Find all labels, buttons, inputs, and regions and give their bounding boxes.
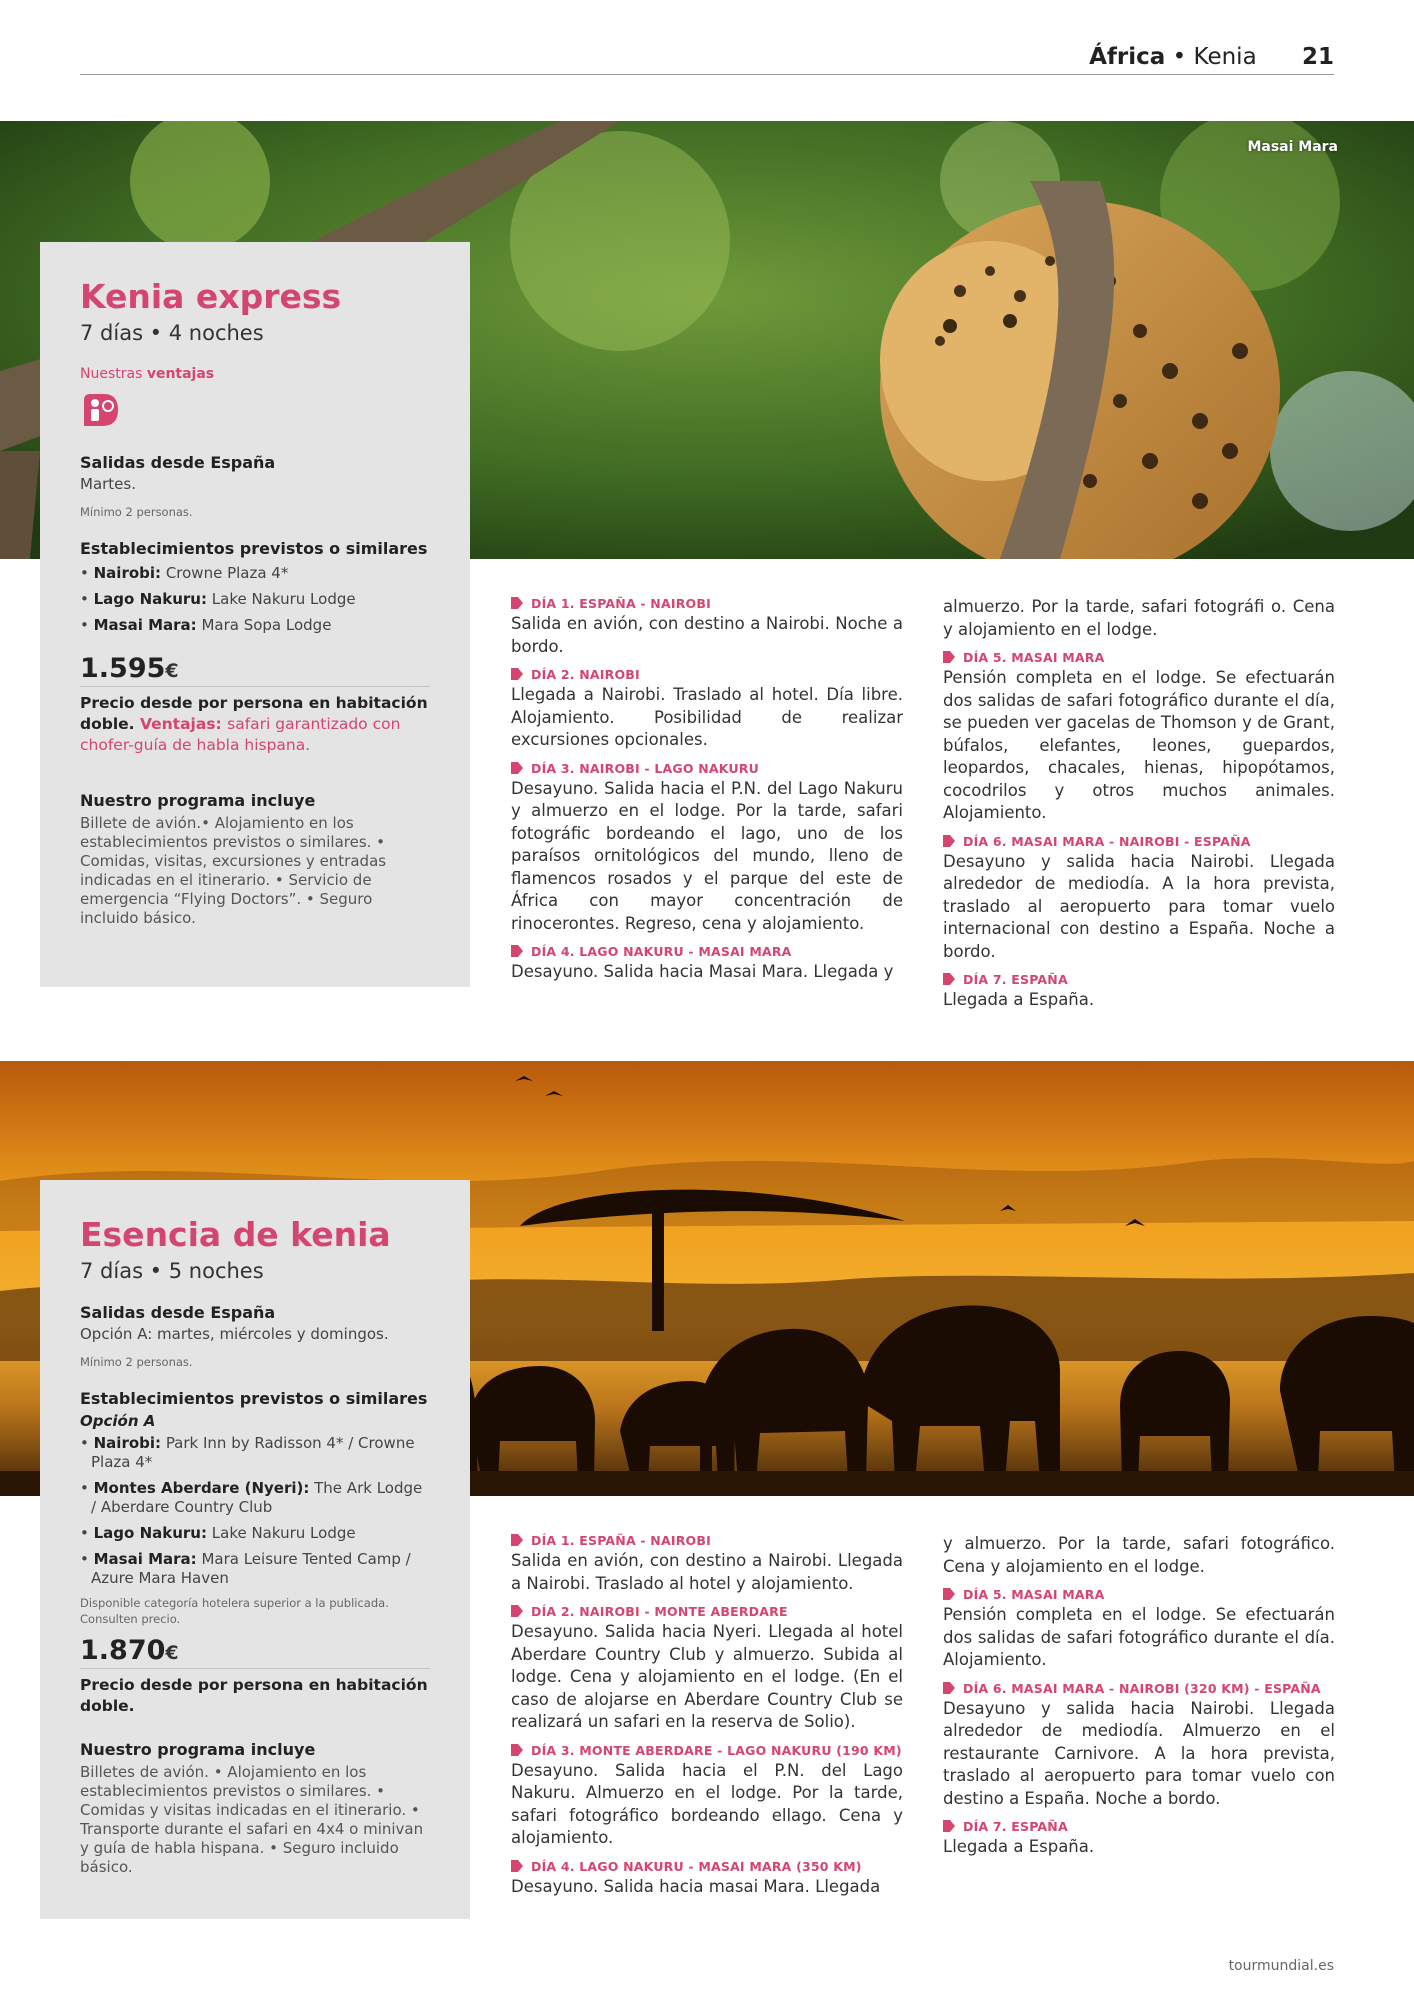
day-title: DÍA 5. MASAI MARA [963, 650, 1105, 665]
price-currency: € [165, 1642, 179, 1664]
price-value: 1.870 [80, 1635, 166, 1666]
pink-flag-icon [943, 835, 955, 847]
day-title: DÍA 1. ESPAÑA - NAIROBI [531, 596, 711, 611]
day-title: DÍA 7. ESPAÑA [963, 972, 1068, 987]
hotel-item: • Lago Nakuru: Lake Nakuru Lodge [80, 1524, 356, 1542]
hotel-item: • Montes Aberdare (Nyeri): The Ark Lodge / Aberdare Country Club [80, 1479, 423, 1516]
hotel-item: • Nairobi: Park Inn by Radisson 4* / Crowne Plaza 4* [80, 1434, 415, 1471]
includes-title: Nuestro programa incluye [80, 1740, 316, 1759]
trip-card-esencia-de-kenia [40, 1180, 470, 1919]
day-title: DÍA 2. NAIROBI [531, 667, 640, 682]
itinerary-day [511, 1603, 903, 1734]
pink-flag-icon [511, 1860, 523, 1872]
departures-text: Opción A: martes, miércoles y domingos. [80, 1325, 389, 1343]
hotel-list [80, 564, 430, 635]
day-title: DÍA 4. LAGO NAKURU - MASAI MARA [531, 944, 792, 959]
hotel-item: • Lago Nakuru: Lake Nakuru Lodge [80, 590, 356, 608]
pink-flag-icon [943, 1820, 955, 1832]
pink-flag-icon [943, 1588, 955, 1600]
day-text: Llegada a España. [943, 1837, 1095, 1856]
itinerary-day [511, 666, 903, 752]
trip-title: Esencia de kenia [80, 1215, 391, 1254]
includes-text: Billetes de avión. • Alojamiento en los establecimientos previstos o similares. • Comidas y visitas indicadas en el itinerario. • Transporte durante el safari en 4x4 o minivan y guía de habla hispana. • Seguro incluido básico. [80, 1763, 424, 1876]
day-text: Desayuno. Salida hacia Nyeri. Llegada al hotel Aberdare Country Club y almuerzo. Subida al lodge. Cena y alojamiento en el lodge. (En el caso de alojarse en Aberdare Country Club se realizará un safari en la reserva de Solio). [511, 1622, 903, 1731]
pink-flag-icon [511, 1605, 523, 1617]
itinerary-day [511, 1532, 903, 1595]
option-label: Opción A [80, 1412, 156, 1430]
day-text: Salida en avión, con destino a Nairobi. Noche a bordo. [511, 614, 903, 656]
day-title: DÍA 7. ESPAÑA [963, 1819, 1068, 1834]
hotels-title: Establecimientos previstos o similares [80, 1389, 428, 1408]
day-text: Desayuno y salida hacia Nairobi. Llegada alrededor de mediodía. Almuerzo en el restaurante Carnivore. A la hora prevista, traslado al aeropuerto para tomar vuelo con destino a España. Noche a bordo. [943, 1698, 1335, 1808]
day-text: Desayuno. Salida hacia el P.N. del Lago Nakuru y almuerzo en el lodge. Por la tarde, safari fotográfic bordeando el lago, uno de los paraísos ornitológicos del mundo, lleno de flamencos rosados y el parque del este de África con mayor concentración de rinocerontes. Regreso, cena y alojamiento. [511, 778, 903, 933]
header-region: África [1089, 44, 1166, 70]
trip-card-kenia-express [40, 242, 470, 987]
pink-flag-icon [511, 1534, 523, 1546]
hotels-title: Establecimientos previstos o similares [80, 539, 428, 558]
day-title: DÍA 5. MASAI MARA [963, 1587, 1105, 1602]
includes-title: Nuestro programa incluye [80, 791, 316, 810]
itinerary-day [943, 1680, 1335, 1811]
category-note: Disponible categoría hotelera superior a la publicada. Consulten precio. [80, 1596, 389, 1626]
day-text: Llegada a España. [943, 990, 1095, 1009]
itinerary-day [511, 1858, 903, 1899]
pink-flag-icon [943, 1682, 955, 1694]
price-row [80, 1635, 430, 1669]
price-description: Precio desde por persona en habitación doble. [80, 1676, 428, 1715]
hotel-item: • Masai Mara: Mara Sopa Lodge [80, 616, 332, 634]
departures-title: Salidas desde España [80, 453, 276, 472]
itinerary-day [943, 1586, 1335, 1672]
itinerary-column-1 [511, 1532, 903, 1906]
day-text: Pensión completa en el lodge. Se efectuarán dos salidas de safari fotográfico durante el día, se pueden ver gacelas de Thomson y de Grant, búfalos, elefantes, leones, guepardos, leopardos, chacales, hienas, hipopótamos, cocodrilos y otros muchos animales. Alojamiento. [943, 668, 1335, 822]
departures-text: Martes. [80, 475, 136, 493]
price-currency: € [165, 660, 179, 682]
header-country: Kenia [1193, 44, 1257, 70]
day-title: DÍA 2. NAIROBI - MONTE ABERDARE [531, 1604, 788, 1619]
trip-duration: 7 días • 4 noches [80, 321, 264, 345]
day-continuation-text: y almuerzo. Por la tarde, safari fotográfico. Cena y alojamiento en el lodge. [943, 1534, 1335, 1576]
departures-title: Salidas desde España [80, 1303, 276, 1322]
day-text: Desayuno. Salida hacia Masai Mara. Llegada y [511, 962, 894, 981]
pink-flag-icon [943, 651, 955, 663]
day-continuation-text: almuerzo. Por la tarde, safari fotográfi o. Cena y alojamiento en el lodge. [943, 597, 1335, 639]
day-title: DÍA 1. ESPAÑA - NAIROBI [531, 1533, 711, 1548]
minimum-note: Mínimo 2 personas. [80, 1355, 193, 1369]
day-text: Salida en avión, con destino a Nairobi. Llegada a Nairobi. Traslado al hotel y alojamiento. [511, 1551, 903, 1593]
itinerary-day [943, 971, 1335, 1012]
pink-flag-icon [511, 597, 523, 609]
itinerary-column-2 [943, 1533, 1335, 1867]
day-title: DÍA 3. MONTE ABERDARE - LAGO NAKURU (190 KM) [531, 1742, 902, 1758]
itinerary-day [943, 649, 1335, 825]
minimum-note: Mínimo 2 personas. [80, 505, 193, 519]
day-text: Desayuno y salida hacia Nairobi. Llegada alrededor de mediodía. A la hora prevista, traslado al aeropuerto para tomar vuelo internacional con destino a España. Noche a bordo. [943, 851, 1335, 961]
itinerary-day [511, 943, 903, 984]
pink-flag-icon [943, 973, 955, 985]
pink-flag-icon [511, 668, 523, 680]
trip-title: Kenia express [80, 277, 342, 316]
day-text: Llegada a Nairobi. Traslado al hotel. Día libre. Alojamiento. Posibilidad de realizar excursiones opcionales. [511, 685, 903, 749]
itinerary-day [511, 595, 903, 658]
pink-flag-icon [511, 945, 523, 957]
hotel-item: • Nairobi: Crowne Plaza 4* [80, 564, 289, 582]
running-head: África • Kenia 21 [1089, 44, 1334, 70]
day-title: DÍA 6. MASAI MARA - NAIROBI - ESPAÑA [963, 833, 1251, 849]
itinerary-column-1 [511, 595, 903, 992]
pink-flag-icon [511, 762, 523, 774]
price-description: Precio desde por persona en habitación doble. Ventajas: safari garantizado con chofer-guía de habla hispana. [80, 694, 428, 754]
advantages-label: Nuestras ventajas [80, 366, 215, 382]
itinerary-day [943, 833, 1335, 964]
trip-duration: 7 días • 5 noches [80, 1259, 264, 1283]
page-header [80, 40, 1334, 75]
pink-flag-icon [511, 1744, 523, 1756]
day-title: DÍA 4. LAGO NAKURU - MASAI MARA (350 KM) [531, 1858, 862, 1874]
itinerary-column-2 [943, 596, 1335, 1020]
day-text: Pensión completa en el lodge. Se efectuarán dos salidas de safari fotográfico durante el día. Alojamiento. [943, 1605, 1335, 1669]
price-row [80, 653, 430, 687]
day-text: Desayuno. Salida hacia el P.N. del Lago Nakuru. Almuerzo en el lodge. Por la tarde, safari fotográfico bordeando ellago. Cena y alojamiento. [511, 1760, 903, 1847]
price-value: 1.595 [80, 653, 166, 684]
photo-caption: Masai Mara [1247, 139, 1338, 155]
itinerary-day [511, 1742, 903, 1850]
itinerary-day [943, 1818, 1335, 1859]
day-text: Desayuno. Salida hacia masai Mara. Llegada [511, 1876, 881, 1896]
itinerary-day [511, 760, 903, 936]
footer-website: tourmundial.es [1228, 1958, 1334, 1974]
hotel-item: • Masai Mara: Mara Leisure Tented Camp / Azure Mara Haven [80, 1550, 411, 1587]
hotel-list [80, 1434, 430, 1588]
includes-text: Billete de avión.• Alojamiento en los establecimientos previstos o similares. • Comidas, visitas, excursiones y entradas indicadas en el itinerario. • Servicio de emergencia “Flying Doctors”. • Seguro incluido básico. [80, 814, 387, 927]
day-title: DÍA 3. NAIROBI - LAGO NAKURU [531, 760, 759, 776]
page-number: 21 [1301, 44, 1334, 70]
day-title: DÍA 6. MASAI MARA - NAIROBI (320 KM) - ESPAÑA [963, 1680, 1321, 1696]
person-speech-icon [80, 390, 120, 430]
